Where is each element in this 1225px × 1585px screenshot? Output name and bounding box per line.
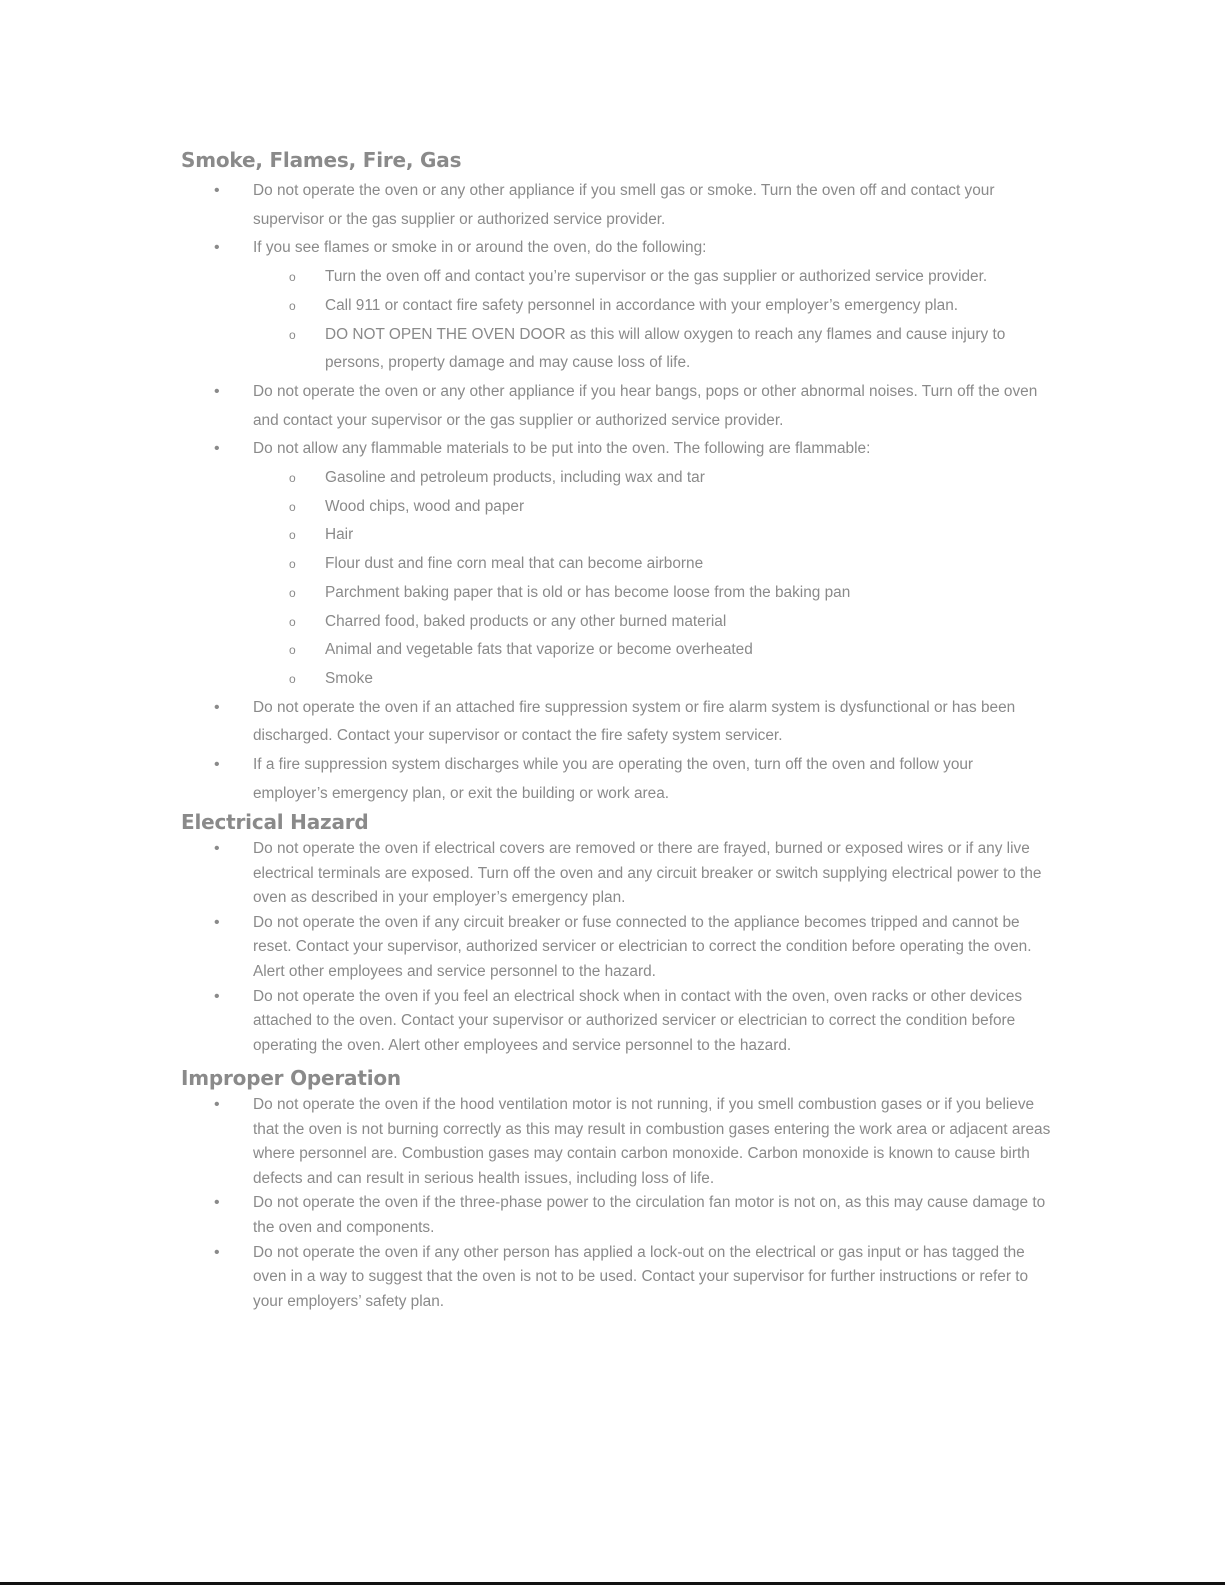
section-heading: Electrical Hazard — [181, 810, 369, 834]
list-item: • Do not operate the oven if the three-phase power to the circulation fan motor is not on, as this may cause damage to the oven and components. — [181, 1191, 1051, 1240]
list-item: • Do not operate the oven if an attached fire suppression system or fire alarm system is dysfunctional or has been discharged. Contact your supervisor or contact the fire safety system servicer. — [181, 694, 1051, 751]
list-item: • Do not operate the oven if any circuit breaker or fuse connected to the appliance becomes tripped and cannot be reset. Contact your supervisor, authorized servicer or electrician to correct the condition before operating the oven. Alert other employees and service personnel to the hazard. — [181, 911, 1051, 985]
sub-list-item: o Wood chips, wood and paper — [253, 493, 1051, 522]
list-item — [181, 234, 1051, 378]
bullet-list — [181, 837, 1051, 1058]
list-item — [181, 435, 1051, 693]
sub-list-item: o Gasoline and petroleum products, including wax and tar — [253, 464, 1051, 493]
list-item: • Do not operate the oven if electrical covers are removed or there are frayed, burned or exposed wires or if any live electrical terminals are exposed. Turn off the oven and any circuit breaker or switch supplying electrical power to the oven as described in your employer’s emergency plan. — [181, 837, 1051, 911]
sub-list-item: o Parchment baking paper that is old or has become loose from the baking pan — [253, 579, 1051, 608]
list-item: • Do not operate the oven if any other person has applied a lock-out on the electrical or gas input or has tagged the oven in a way to suggest that the oven is not to be used. Contact your supervisor for further instructions or refer to your employers’ safety plan. — [181, 1241, 1051, 1315]
sub-list-item: o Flour dust and fine corn meal that can become airborne — [253, 550, 1051, 579]
section-electrical-hazard — [181, 807, 1051, 1058]
sub-bullet-list — [253, 464, 1051, 694]
list-item: • If a fire suppression system discharges while you are operating the oven, turn off the oven and follow your employer’s emergency plan, or exit the building or work area. — [181, 751, 1051, 808]
section-heading: Smoke, Flames, Fire, Gas — [181, 148, 462, 172]
sub-list-item: o Smoke — [253, 665, 1051, 694]
section-smoke-flames-fire-gas — [181, 143, 1051, 808]
bullet-list — [181, 1093, 1051, 1314]
list-item: • Do not operate the oven or any other appliance if you smell gas or smoke. Turn the oven off and contact your supervisor or the gas supplier or authorized service provider. — [181, 177, 1051, 234]
list-item: • Do not operate the oven if the hood ventilation motor is not running, if you smell combustion gases or if you believe that the oven is not burning correctly as this may result in combustion gases entering the work area or adjacent areas where personnel are. Combustion gases may contain carbon monoxide. Carbon monoxide is known to cause birth defects and can result in serious health issues, including loss of life. — [181, 1093, 1051, 1191]
sub-list-item: o Animal and vegetable fats that vaporize or become overheated — [253, 636, 1051, 665]
sub-list-item: o Call 911 or contact fire safety personnel in accordance with your employer’s emergency plan. — [253, 292, 1051, 321]
list-item: • Do not operate the oven if you feel an electrical shock when in contact with the oven, oven racks or other devices attached to the oven. Contact your supervisor or authorized servicer or electrician to correct the condition before operating the oven. Alert other employees and service personnel to the hazard. — [181, 985, 1051, 1059]
sub-list-item: o Hair — [253, 521, 1051, 550]
section-heading: Improper Operation — [181, 1066, 401, 1090]
list-item: • Do not operate the oven or any other appliance if you hear bangs, pops or other abnormal noises. Turn off the oven and contact your supervisor or the gas supplier or authorized service provider. — [181, 378, 1051, 435]
section-improper-operation — [181, 1063, 1051, 1314]
sub-list-item: o DO NOT OPEN THE OVEN DOOR as this will allow oxygen to reach any flames and cause injury to persons, property damage and may cause loss of life. — [253, 321, 1051, 378]
list-item-text: Do not allow any flammable materials to be put into the oven. The following are flammable: — [253, 440, 871, 458]
bullet-list — [181, 177, 1051, 808]
sub-list-item: o Turn the oven off and contact you’re supervisor or the gas supplier or authorized service provider. — [253, 263, 1051, 292]
sub-bullet-list — [253, 263, 1051, 378]
list-item-text: If you see flames or smoke in or around the oven, do the following: — [253, 239, 707, 257]
sub-list-item: o Charred food, baked products or any other burned material — [253, 608, 1051, 637]
